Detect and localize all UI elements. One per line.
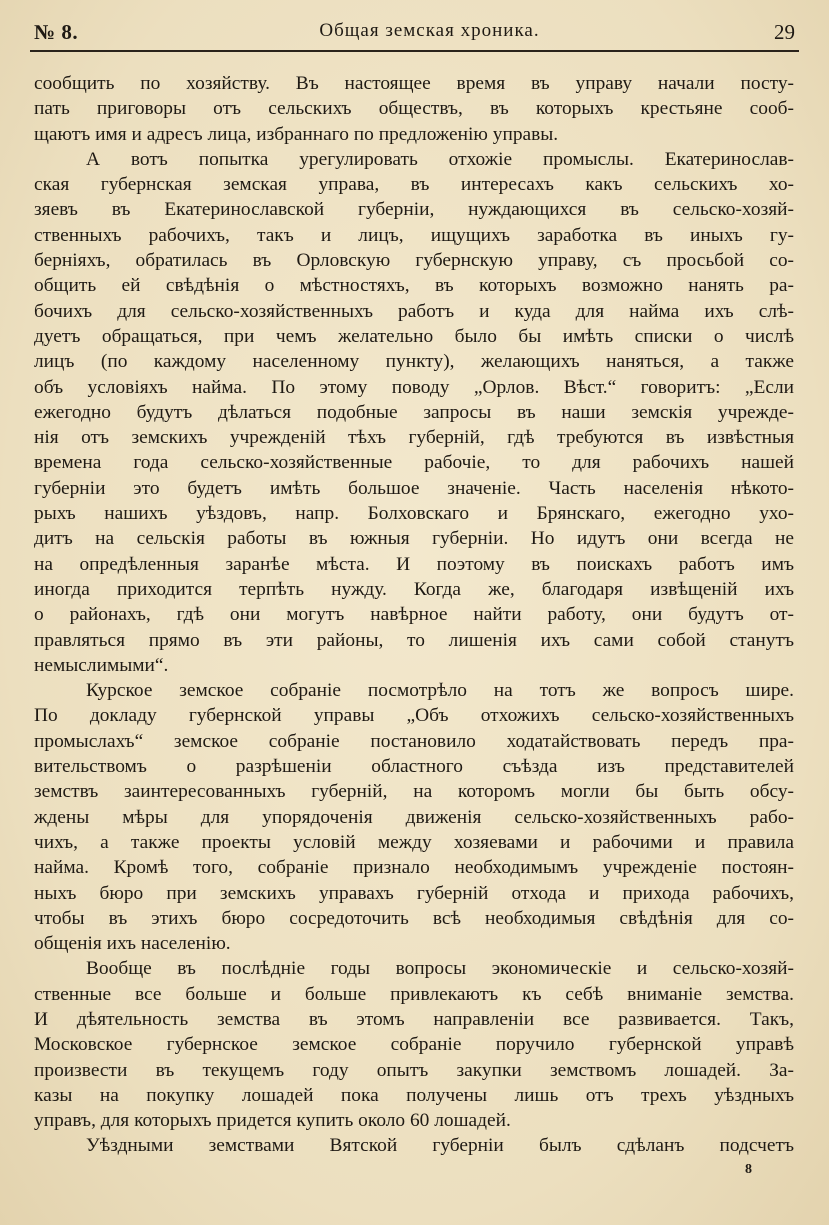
text-line: дитъ на сельскія работы въ южныя губерніи. Но идутъ они всегда не	[34, 528, 794, 550]
text-line: казы на покупку лошадей пока получены лишь отъ трехъ уѣздныхъ	[34, 1084, 794, 1106]
text-line: А вотъ попытка урегулировать отхожіе промыслы. Екатеринослав-	[86, 148, 794, 170]
header-rule	[30, 50, 799, 52]
text-line: правляться прямо въ эти районы, то лишенія ихъ сами собой станутъ	[34, 629, 794, 651]
text-line: ственные все больше и больше привлекаютъ къ себѣ вниманіе земства.	[34, 983, 794, 1005]
text-line: рыхъ нашихъ уѣздовъ, напр. Болховскаго и Брянскаго, ежегодно ухо-	[34, 503, 794, 525]
issue-number: № 8.	[34, 20, 79, 44]
text-line: произвести въ текущемъ году опытъ закупки земствомъ лошадей. За-	[34, 1059, 794, 1081]
text-line: пать приговоры отъ сельскихъ обществъ, въ которыхъ крестьяне сооб-	[34, 98, 794, 120]
text-line: ственныхъ рабочихъ, такъ и лицъ, ищущихъ заработка въ иныхъ гу-	[34, 224, 794, 246]
text-line: ская губернская земская управа, въ интересахъ какъ сельскихъ хо-	[34, 174, 794, 196]
text-line: чтобы въ этихъ бюро сосредоточить всѣ необходимыя свѣдѣнія для со-	[34, 907, 794, 929]
text-line: объ условіяхъ найма. По этому поводу „Орлов. Вѣст.“ говоритъ: „Если	[34, 376, 794, 398]
text-line: губерніи это будетъ имѣть большое значеніе. Часть населенія нѣкото-	[34, 477, 794, 499]
text-line: промыслахъ“ земское собраніе постановило ходатайствовать передъ пра-	[34, 730, 794, 752]
text-line: общить ей свѣдѣнія о мѣстностяхъ, въ которыхъ возможно нанять ра-	[34, 275, 794, 297]
text-line: Курское земское собраніе посмотрѣло на тотъ же вопросъ шире.	[86, 680, 794, 702]
running-header	[34, 20, 795, 50]
text-line: зяевъ въ Екатеринославской губерніи, нуждающихся въ сельско-хозяй-	[34, 199, 794, 221]
body-text	[34, 71, 794, 1159]
text-line: щаютъ имя и адресъ лица, избраннаго по предложенію управы.	[34, 123, 559, 145]
signature-mark: 8	[745, 1162, 752, 1177]
text-line: сообщить по хозяйству. Въ настоящее время въ управу начали посту-	[34, 73, 794, 94]
text-line: на опредѣленныя заранѣе мѣста. И поэтому въ поискахъ работъ имъ	[34, 553, 794, 575]
text-line: Московское губернское земское собраніе поручило губернской управѣ	[34, 1034, 794, 1056]
text-line: ныхъ бюро при земскихъ управахъ губерній отхода и прихода рабочихъ,	[34, 882, 794, 904]
text-line: бочихъ для сельско-хозяйственныхъ работъ и куда для найма ихъ слѣ-	[34, 300, 794, 322]
text-line: дуетъ обращаться, при чемъ желательно было бы имѣть списки о числѣ	[34, 325, 794, 347]
text-line: И дѣятельность земства въ этомъ направленіи все развивается. Такъ,	[34, 1008, 794, 1030]
section-title: Общая земская хроника.	[319, 20, 540, 41]
text-line: времена года сельско-хозяйственные рабочіе, то для рабочихъ нашей	[34, 452, 794, 474]
text-line: вительствомъ о разрѣшеніи областного съѣзда изъ представителей	[34, 756, 794, 778]
text-line: нія отъ земскихъ учрежденій тѣхъ губерній, гдѣ требуются въ извѣстныя	[34, 427, 794, 449]
text-line: найма. Кромѣ того, собраніе признало необходимымъ учрежденіе постоян-	[34, 857, 794, 879]
text-line: Вообще въ послѣдніе годы вопросы экономическіе и сельско-хозяй-	[86, 958, 794, 980]
text-line: о районахъ, гдѣ они могутъ навѣрное найти работу, они будутъ от-	[34, 604, 794, 626]
page-number: 29	[774, 20, 795, 44]
text-line: общенія ихъ населенію.	[34, 933, 231, 955]
text-line: иногда приходится терпѣть нужду. Когда же, благодаря извѣщеній ихъ	[34, 578, 794, 600]
text-line: Уѣздными земствами Вятской губерніи былъ сдѣланъ подсчетъ	[86, 1135, 794, 1157]
text-line: лицъ (по каждому населенному пункту), желающихъ наняться, а также	[34, 351, 794, 373]
text-line: земствъ заинтересованныхъ губерній, на которомъ могли бы быть обсу-	[34, 781, 794, 803]
text-line: ждены мѣры для упорядоченія движенія сельско-хозяйственныхъ рабо-	[34, 806, 794, 828]
text-line: немыслимыми“.	[34, 654, 169, 676]
text-line: управъ, для которыхъ придется купить около 60 лошадей.	[34, 1110, 511, 1132]
text-line: По докладу губернской управы „Объ отхожихъ сельско-хозяйственныхъ	[34, 705, 794, 727]
text-line: ежегодно будутъ дѣлаться подобные запросы въ наши земскія учрежде-	[34, 401, 794, 423]
text-line: берніяхъ, обратилась въ Орловскую губернскую управу, съ просьбой со-	[34, 250, 794, 272]
text-line: чихъ, а также проекты условій между хозяевами и рабочими и правила	[34, 831, 794, 853]
